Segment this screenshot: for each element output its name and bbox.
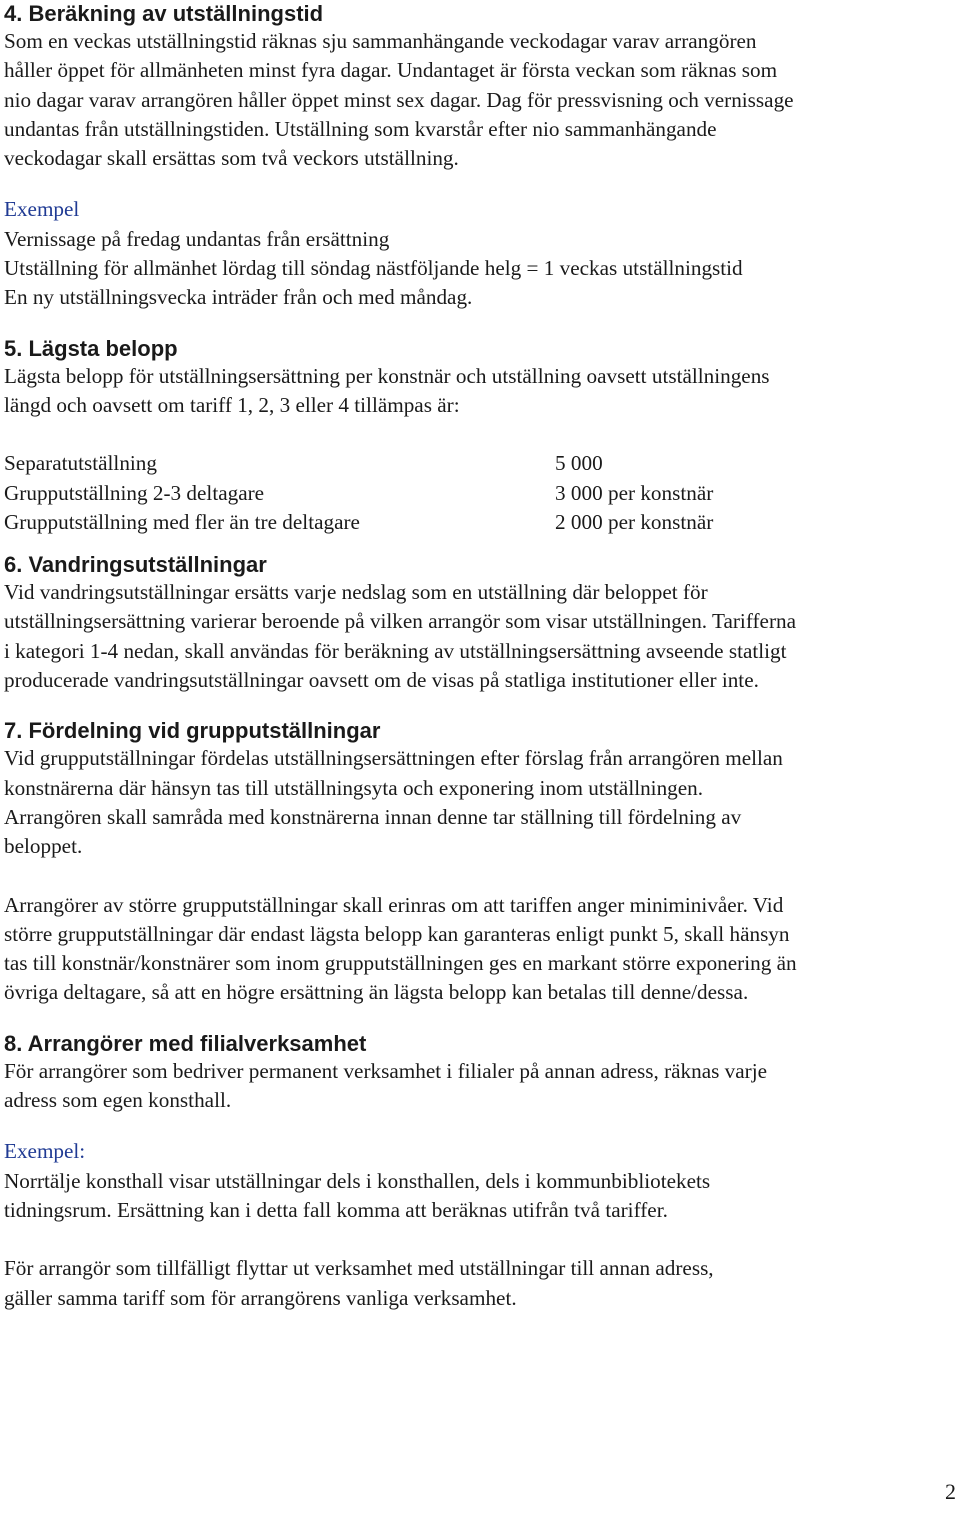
section-5-line-2: längd och oavsett om tariff 1, 2, 3 eller 4 tillämpas är: [4,392,460,417]
document-page [4,0,954,1313]
section-6-line-2: utställningsersättning varierar beroende på vilken arrangör som visar utställningen. Tarifferna [4,609,797,634]
section-4-example-line-2: Utställning för allmänhet lördag till söndag nästföljande helg = 1 veckas utställningstid [4,256,743,281]
section-4-line-1: Som en veckas utställningstid räknas sju sammanhängande veckodagar varav arrangören [4,29,757,53]
section-7-p2-line-2: större grupputställningar där endast lägsta belopp kan garanteras enligt punkt 5, skall hänsyn [4,921,790,946]
section-5-line-1: Lägsta belopp för utställningsersättning per konstnär och utställning oavsett utställningens [4,363,770,388]
section-7-p2-line-1: Arrangörer av större grupputställningar skall erinras om att tariffen anger miniminivåer. Vid [4,892,784,917]
section-7-line-1: Vid grupputställningar fördelas utställningsersättningen efter förslag från arrangören mellan [4,746,783,771]
section-7-heading: 7. Fördelning vid grupputställningar [4,718,381,744]
section-6-heading: 6. Vandringsutställningar [4,552,267,578]
amount-row [4,479,954,508]
section-4-example-line-3: En ny utställningsvecka inträder från och med måndag. [4,285,473,310]
section-4 [4,0,954,313]
section-8-line-2: adress som egen konsthall. [4,1088,232,1113]
amount-label: Grupputställning 2-3 deltagare [4,480,265,505]
section-6-line-1: Vid vandringsutställningar ersätts varje nedslag som en utställning där beloppet för [4,580,708,605]
section-7-line-4: beloppet. [4,834,83,859]
section-8-example-label: Exempel: [4,1139,86,1164]
section-8-line-1: För arrangörer som bedriver permanent verksamhet i filialer på annan adress, räknas varje [4,1058,768,1083]
section-7-line-2: konstnärerna där hänsyn tas till utställningsyta och exponering inom utställningen. [4,775,704,800]
page-number: 2 [945,1479,956,1504]
section-4-line-3: nio dagar varav arrangören håller öppet minst sex dagar. Dag för pressvisning och vernissage [4,87,794,112]
section-6-line-3: i kategori 1-4 nedan, skall användas för beräkning av utställningsersättning avseende statligt [4,638,787,663]
amount-value: 2 000 per konstnär [555,509,714,534]
section-5-heading: 5. Lägsta belopp [4,335,178,361]
section-4-line-2: håller öppet för allmänheten minst fyra dagar. Undantaget är första veckan som räknas som [4,58,778,83]
section-6-line-4: producerade vandringsutställningar oavsett om de visas på statliga institutioner eller inte. [4,668,759,693]
section-5 [4,335,954,537]
section-7-line-3: Arrangören skall samråda med konstnärerna innan denne tar ställning till fördelning av [4,804,742,829]
section-4-heading: 4. Beräkning av utställningstid [4,1,324,26]
section-7-p2-line-3: tas till konstnär/konstnärer som inom grupputställningen ges en markant större exponering än [4,951,797,976]
section-6 [4,551,954,695]
section-7-p2-line-4: övriga deltagare, så att en högre ersättning än lägsta belopp kan betalas till denne/dessa. [4,980,749,1005]
section-4-line-4: undantas från utställningstiden. Utställning som kvarstår efter nio sammanhängande [4,116,717,141]
section-4-line-5: veckodagar skall ersättas som två veckors utställning. [4,146,459,171]
amount-label: Separatutställning [4,451,157,476]
section-8 [4,1030,954,1313]
section-8-example-line-2: tidningsrum. Ersättning kan i detta fall komma att beräknas utifrån två tariffer. [4,1197,668,1222]
section-4-example-line-1: Vernissage på fredag undantas från ersättning [4,226,390,251]
section-8-p2-line-2: gäller samma tariff som för arrangörens vanliga verksamhet. [4,1285,517,1310]
amount-label: Grupputställning med fler än tre deltagare [4,509,360,534]
section-8-example-line-1: Norrtälje konsthall visar utställningar dels i konsthallen, dels i kommunbibliotekets [4,1168,711,1193]
section-4-example-label: Exempel [4,197,80,222]
section-8-p2-line-1: För arrangör som tillfälligt flyttar ut verksamhet med utställningar till annan adress, [4,1256,714,1281]
section-8-heading: 8. Arrangörer med filialverksamhet [4,1030,367,1056]
minimum-amounts-table [4,449,954,537]
amount-row [4,449,954,478]
amount-value: 3 000 per konstnär [555,480,714,505]
section-7 [4,717,954,1007]
amount-row [4,508,954,537]
amount-value: 5 000 [555,451,603,476]
